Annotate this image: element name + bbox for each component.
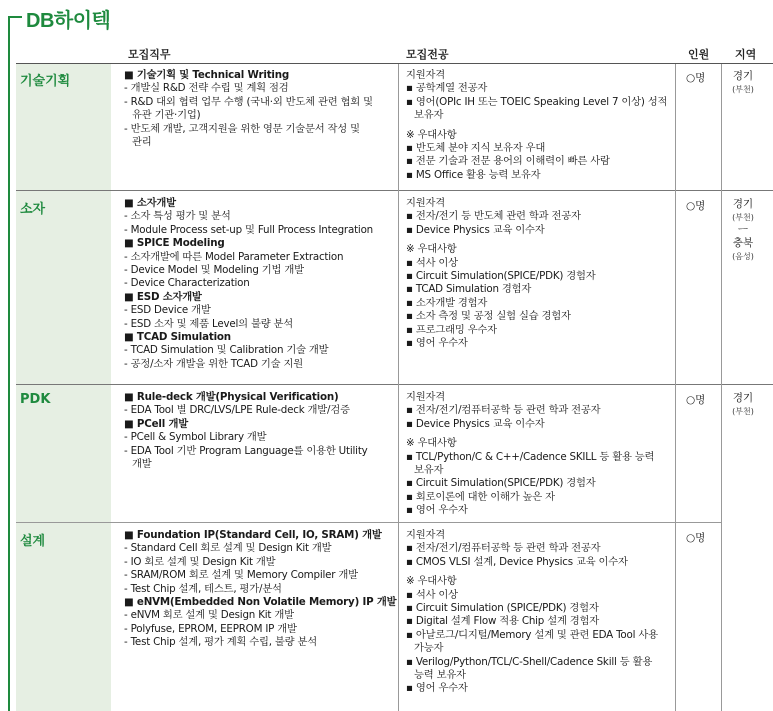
logo-db: DB: [26, 10, 54, 32]
duty-line: ■ SPICE Modeling: [124, 237, 225, 250]
column-divider: [721, 64, 722, 711]
duty-line: - Test Chip 설계, 테스트, 평가/분석: [124, 582, 282, 595]
major-line: ▪ 영어 우수자: [406, 337, 468, 350]
duty-line: 개발: [132, 458, 152, 471]
major-line: 보유자: [414, 464, 444, 477]
major-line: ▪ MS Office 활용 능력 보유자: [406, 168, 541, 181]
major-line: ▪ Circuit Simulation(SPICE/PDK) 경험자: [406, 270, 596, 283]
headcount: ○명: [686, 72, 706, 84]
major-line: ※ 우대사항: [406, 575, 457, 588]
region-line: (음성): [732, 252, 754, 261]
major-line: ▪ 소자개발 경험자: [406, 296, 488, 309]
major-line: ▪ 석사 이상: [406, 256, 458, 269]
major-line: ▪ Circuit Simulation(SPICE/PDK) 경험자: [406, 477, 596, 490]
headcount: ○명: [686, 394, 706, 406]
region-line: 충북: [732, 237, 754, 249]
duty-cell: [124, 197, 373, 371]
major-line: ▪ Device Physics 교육 이수자: [406, 223, 545, 236]
duty-line: ■ ESD 소자개발: [124, 290, 202, 303]
duty-line: - ESD 소자 및 제품 Level의 불량 분석: [124, 317, 294, 330]
header-major: 모집전공: [406, 48, 449, 61]
major-line: ▪ 영어 우수자: [406, 682, 468, 695]
duty-line: ■ Rule-deck 개발(Physical Verification): [124, 391, 339, 403]
major-line: ▪ 소자 측정 및 공정 실험 실습 경험자: [406, 310, 571, 323]
major-line: 지원자격: [406, 197, 445, 209]
region-line: 경기: [732, 392, 754, 404]
duty-line: ■ TCAD Simulation: [124, 331, 231, 344]
major-line: ▪ 프로그래밍 우수자: [406, 323, 497, 336]
region-line: ㅡ: [737, 224, 749, 236]
major-line: 능력 보유자: [414, 669, 466, 682]
duty-line: ■ Foundation IP(Standard Cell, IO, SRAM) 개발: [124, 529, 382, 541]
category-bg-4: [16, 523, 111, 711]
duty-line: 관리: [132, 136, 152, 149]
frame-accent-left: [8, 16, 10, 711]
header-count: 인원: [688, 48, 710, 61]
duty-line: ■ 기술기획 및 Technical Writing: [124, 69, 290, 81]
major-cell: [406, 69, 667, 182]
region-line: (부천): [732, 85, 754, 94]
region-line: (부천): [732, 213, 754, 222]
duty-line: - Device Characterization: [124, 277, 250, 290]
major-line: 가능자: [414, 642, 444, 655]
major-line: ▪ Verilog/Python/TCL/C-Shell/Cadence Skill 등 활용: [406, 655, 653, 668]
major-line: ▪ 전자/전기/컴퓨터공학 등 관련 학과 전공자: [406, 404, 601, 417]
header-region: 지역: [735, 48, 757, 61]
major-line: ※ 우대사항: [406, 437, 457, 450]
major-line: ▪ Device Physics 교육 이수자: [406, 417, 545, 430]
major-line: ▪ 아날로그/디지털/Memory 설계 및 관련 EDA Tool 사용: [406, 628, 658, 641]
major-line: ▪ 공학계열 전공자: [406, 82, 488, 95]
region-cell: [723, 392, 763, 418]
duty-cell: [124, 529, 396, 650]
duty-cell: [124, 391, 368, 471]
duty-line: 유관 기관·기업): [132, 109, 201, 122]
duty-line: - Polyfuse, EPROM, EEPROM IP 개발: [124, 622, 297, 635]
region-cell: [723, 198, 763, 263]
major-line: 지원자격: [406, 529, 445, 541]
duty-line: - TCAD Simulation 및 Calibration 기술 개발: [124, 344, 329, 357]
duty-line: ■ eNVM(Embedded Non Volatile Memory) IP 개발: [124, 596, 397, 609]
major-line: ▪ CMOS VLSI 설계, Device Physics 교육 이수자: [406, 555, 628, 568]
logo-name: 하이텍: [53, 8, 111, 32]
duty-line: - SRAM/ROM 회로 설계 및 Memory Compiler 개발: [124, 569, 358, 582]
major-cell: [406, 391, 654, 518]
header-rule: [16, 63, 773, 64]
major-line: ▪ 전자/전기 등 반도체 관련 학과 전공자: [406, 210, 581, 223]
duty-line: - R&D 대외 협력 업무 수행 (국내·외 반도체 관련 협회 및: [124, 95, 373, 108]
duty-line: - 소자 특성 평가 및 분석: [124, 210, 231, 223]
header-duty: 모집직무: [128, 48, 171, 61]
headcount: ○명: [686, 532, 706, 544]
major-line: ※ 우대사항: [406, 243, 457, 256]
row-divider: [16, 522, 721, 523]
row-divider: [16, 384, 773, 385]
category-label: 기술기획: [20, 74, 71, 89]
major-line: ▪ 회로이론에 대한 이해가 높은 자: [406, 490, 555, 503]
region-line: 경기: [732, 198, 754, 210]
duty-line: - 소자개발에 따른 Model Parameter Extraction: [124, 250, 344, 263]
duty-line: - Device Model 및 Modeling 기법 개발: [124, 264, 304, 277]
duty-line: - ESD Device 개발: [124, 304, 211, 317]
headcount: ○명: [686, 200, 706, 212]
duty-line: - PCell & Symbol Library 개발: [124, 431, 267, 444]
category-label: 소자: [20, 202, 46, 217]
major-line: ※ 우대사항: [406, 128, 457, 141]
category-label: PDK: [20, 392, 51, 407]
duty-line: ■ PCell 개발: [124, 417, 188, 430]
column-divider: [675, 64, 676, 711]
major-line: ▪ 영어(OPIc IH 또는 TOEIC Speaking Level 7 이상) 성적: [406, 95, 668, 108]
major-line: ▪ TCL/Python/C & C++/Cadence SKILL 등 활용 능력: [406, 450, 655, 463]
major-line: 지원자격: [406, 69, 445, 81]
category-bg-2: [16, 191, 111, 384]
major-line: ▪ 영어 우수자: [406, 504, 468, 517]
duty-line: - eNVM 회로 설계 및 Design Kit 개발: [124, 609, 294, 622]
major-line: ▪ Digital 설계 Flow 적용 Chip 설계 경험자: [406, 615, 600, 628]
duty-line: - Module Process set-up 및 Full Process Integration: [124, 223, 373, 236]
duty-line: ■ 소자개발: [124, 197, 176, 209]
region-cell: [723, 70, 763, 96]
duty-line: - EDA Tool 기반 Program Language를 이용한 Utility: [124, 444, 368, 457]
duty-line: - Test Chip 설계, 평가 계획 수립, 불량 분석: [124, 636, 317, 649]
major-cell: [406, 529, 658, 696]
major-line: 지원자격: [406, 391, 445, 403]
region-line: (부천): [732, 407, 754, 416]
major-line: ▪ 전문 기술과 전문 용어의 이해력이 빠른 사람: [406, 155, 610, 168]
region-line: 경기: [732, 70, 754, 82]
duty-line: - Standard Cell 회로 설계 및 Design Kit 개발: [124, 542, 332, 555]
category-label: 설계: [20, 534, 46, 549]
major-line: ▪ TCAD Simulation 경험자: [406, 283, 532, 296]
major-line: 보유자: [414, 109, 444, 122]
major-line: ▪ 전자/전기/컴퓨터공학 등 관련 학과 전공자: [406, 542, 601, 555]
frame-accent-top: [8, 16, 22, 18]
company-logo: [26, 4, 110, 33]
major-line: ▪ 반도체 분야 지식 보유자 우대: [406, 142, 546, 155]
column-divider: [398, 64, 399, 711]
duty-line: - EDA Tool 별 DRC/LVS/LPE Rule-deck 개발/검증: [124, 404, 350, 417]
duty-line: - 개발실 R&D 전략 수립 및 계획 점검: [124, 82, 289, 95]
duty-cell: [124, 69, 373, 149]
duty-line: - 공정/소자 개발을 위한 TCAD 기술 지원: [124, 357, 303, 370]
duty-line: - IO 회로 설계 및 Design Kit 개발: [124, 555, 276, 568]
major-line: ▪ 석사 이상: [406, 588, 458, 601]
duty-line: - 반도체 개발, 고객지원을 위한 영문 기술문서 작성 및: [124, 122, 360, 135]
row-divider: [16, 190, 773, 191]
major-line: ▪ Circuit Simulation (SPICE/PDK) 경험자: [406, 602, 599, 615]
major-cell: [406, 197, 596, 350]
